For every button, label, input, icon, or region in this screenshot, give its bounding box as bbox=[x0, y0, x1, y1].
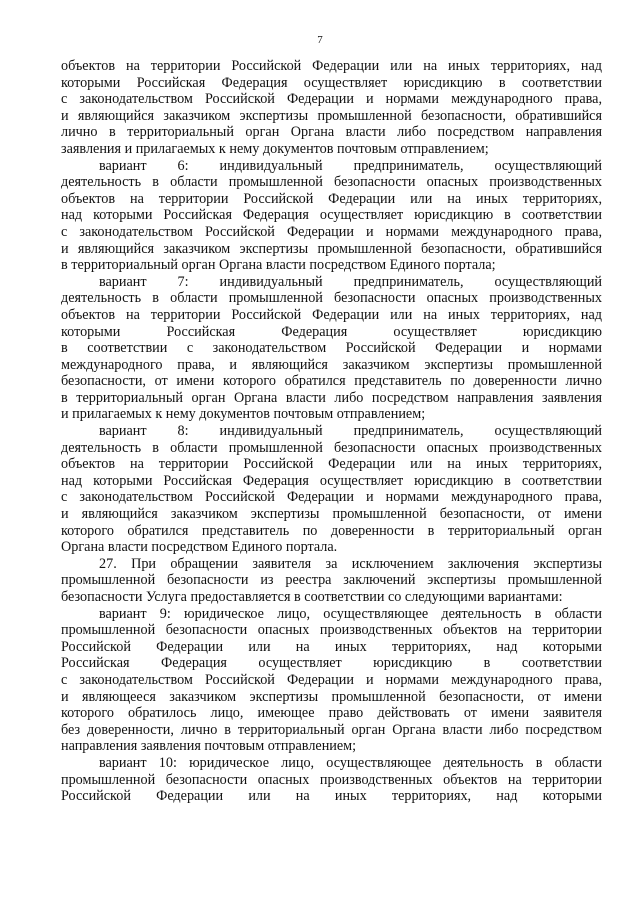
text-line: вариант 10: юридическое лицо, осуществляющее деятельность в области bbox=[99, 754, 602, 771]
text-line: вариант 6: индивидуальный предприниматель, осуществляющий bbox=[99, 157, 602, 174]
text-line: и прилагаемых к нему документов почтовым отправлением; bbox=[61, 406, 426, 423]
text-line: в территориальный орган Органа власти посредством Единого портала; bbox=[61, 257, 496, 274]
text-line: над которыми Российская Федерация осуществляет юрисдикцию в соответствии bbox=[61, 207, 602, 224]
text-line: Российской Федерации или на иных территориях, над которыми bbox=[61, 788, 602, 805]
text-line: без доверенности, лично в территориальный орган Органа власти либо посредством bbox=[61, 721, 602, 738]
text-line: и являющееся заказчиком экспертизы промышленной безопасности, от имени bbox=[61, 688, 602, 705]
page-number: 7 bbox=[317, 34, 323, 46]
text-line: которыми Российская Федерация осуществляет юрисдикцию bbox=[61, 323, 602, 340]
text-line: вариант 9: юридическое лицо, осуществляющее деятельность в области bbox=[99, 605, 602, 622]
text-line: промышленной безопасности опасных производственных объектов на территории bbox=[61, 771, 602, 788]
text-line: объектов на территории Российской Федерации или на иных территориях, над bbox=[61, 306, 602, 323]
text-line: 27. При обращении заявителя за исключением заключения экспертизы bbox=[99, 555, 602, 572]
text-line: над которыми Российская Федерация осуществляет юрисдикцию в соответствии bbox=[61, 472, 602, 489]
text-line: которого обратилось лицо, имеющее право действовать от имени заявителя bbox=[61, 705, 602, 722]
text-line: вариант 8: индивидуальный предприниматель, осуществляющий bbox=[99, 423, 602, 440]
text-line: лично в территориальный орган Органа власти либо посредством направления bbox=[61, 124, 602, 141]
text-line: которыми Российская Федерация осуществляет юрисдикцию в соответствии bbox=[61, 74, 602, 91]
text-line: в соответствии с законодательством Российской Федерации и нормами bbox=[61, 340, 602, 357]
text-line: промышленной безопасности из реестра заключений экспертизы промышленной bbox=[61, 572, 602, 589]
text-line: заявления и прилагаемых к нему документов почтовым отправлением; bbox=[61, 140, 489, 157]
text-line: в территориальный орган Органа власти либо посредством направления заявления bbox=[61, 389, 602, 406]
text-line: объектов на территории Российской Федерации или на иных территориях, bbox=[61, 456, 602, 473]
document-body bbox=[61, 58, 602, 805]
text-line: и являющийся заказчиком экспертизы промышленной безопасности, от имени bbox=[61, 506, 602, 523]
text-line: Органа власти посредством Единого портала. bbox=[61, 539, 338, 556]
text-line: деятельность в области промышленной безопасности опасных производственных bbox=[61, 174, 602, 191]
text-line: безопасности, от имени которого обратился представитель по доверенности лично bbox=[61, 373, 602, 390]
text-line: и являющийся заказчиком экспертизы промышленной безопасности, обратившийся bbox=[61, 107, 602, 124]
text-line: промышленной безопасности опасных производственных объектов на территории bbox=[61, 622, 602, 639]
text-line: направления заявления почтовым отправлением; bbox=[61, 738, 357, 755]
text-line: деятельность в области промышленной безопасности опасных производственных bbox=[61, 439, 602, 456]
text-line: с законодательством Российской Федерации и нормами международного права, bbox=[61, 223, 602, 240]
text-line: которого обратился представитель по доверенности в территориальный орган bbox=[61, 522, 602, 539]
text-line: и являющийся заказчиком экспертизы промышленной безопасности, обратившийся bbox=[61, 240, 602, 257]
text-line: с законодательством Российской Федерации и нормами международного права, bbox=[61, 489, 602, 506]
text-line: деятельность в области промышленной безопасности опасных производственных bbox=[61, 290, 602, 307]
text-line: международного права, и являющийся заказчиком экспертизы промышленной bbox=[61, 356, 602, 373]
text-line: Российской Федерации или на иных территориях, над которыми bbox=[61, 638, 602, 655]
text-line: с законодательством Российской Федерации и нормами международного права, bbox=[61, 671, 602, 688]
text-line: безопасности Услуга предоставляется в соответствии со следующими вариантами: bbox=[61, 589, 563, 605]
text-line: вариант 7: индивидуальный предприниматель, осуществляющий bbox=[99, 273, 602, 290]
text-line: объектов на территории Российской Федерации или на иных территориях, над bbox=[61, 58, 602, 74]
text-line: с законодательством Российской Федерации и нормами международного права, bbox=[61, 91, 602, 108]
text-line: объектов на территории Российской Федерации или на иных территориях, bbox=[61, 190, 602, 207]
text-line: Российская Федерация осуществляет юрисдикцию в соответствии bbox=[61, 655, 602, 672]
